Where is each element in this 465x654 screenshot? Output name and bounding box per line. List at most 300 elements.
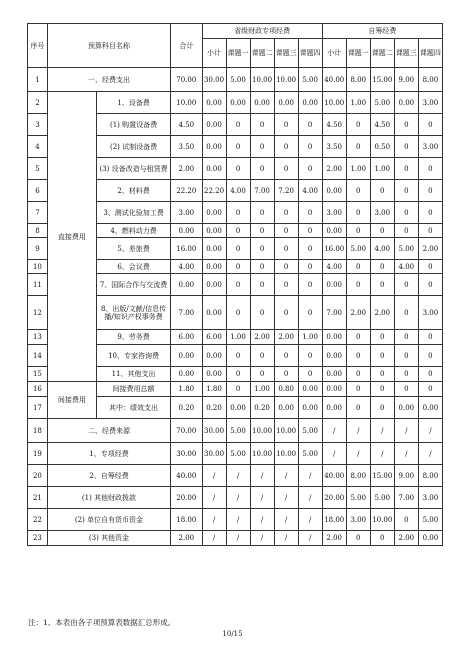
provincial-cell: 0.00 <box>202 260 226 274</box>
selffund-cell: 15.00 <box>370 68 394 92</box>
header-sub: 课题一 <box>226 39 250 68</box>
provincial-cell: 0 <box>226 260 250 274</box>
row-number: 16 <box>28 382 48 397</box>
selffund-cell: 0 <box>418 274 442 296</box>
selffund-cell: 0 <box>370 274 394 296</box>
selffund-cell: 0 <box>394 345 418 367</box>
selffund-cell: 0 <box>394 296 418 330</box>
header-sub: 课题三 <box>274 39 298 68</box>
selffund-cell: 0.00 <box>322 345 346 367</box>
provincial-cell: 0 <box>250 136 274 158</box>
selffund-cell: 3.00 <box>322 202 346 224</box>
provincial-cell: 10.00 <box>274 443 298 465</box>
group-label-direct: 直接费用 <box>47 92 96 382</box>
subject-name: (3) 其他资金 <box>47 531 170 546</box>
header-selffund: 自筹经费 <box>322 24 442 39</box>
row-number: 6 <box>28 180 48 202</box>
table-row <box>28 531 443 546</box>
provincial-cell: 0 <box>274 136 298 158</box>
table-row <box>28 419 443 443</box>
provincial-cell: / <box>226 509 250 531</box>
selffund-cell: 0 <box>394 382 418 397</box>
selffund-cell: 10.00 <box>370 509 394 531</box>
provincial-cell: 0 <box>250 296 274 330</box>
selffund-cell: 0 <box>346 345 370 367</box>
selffund-cell: / <box>346 419 370 443</box>
provincial-cell: 0 <box>250 202 274 224</box>
header-sub: 课题三 <box>394 39 418 68</box>
selffund-cell: / <box>418 443 442 465</box>
selffund-cell: 0 <box>394 509 418 531</box>
provincial-cell: 5.00 <box>298 68 322 92</box>
provincial-cell: 2.00 <box>250 330 274 345</box>
provincial-cell: 5.00 <box>298 419 322 443</box>
row-number: 7 <box>28 202 48 224</box>
selffund-cell: 1.00 <box>346 92 370 114</box>
provincial-cell: 0 <box>226 367 250 382</box>
selffund-cell: 0 <box>394 158 418 180</box>
provincial-cell: 0 <box>226 345 250 367</box>
provincial-cell: 0 <box>298 202 322 224</box>
selffund-cell: 1.00 <box>346 158 370 180</box>
total-cell: 3.00 <box>171 202 202 224</box>
provincial-cell: / <box>298 509 322 531</box>
provincial-cell: 0 <box>250 274 274 296</box>
selffund-cell: 2.00 <box>418 238 442 260</box>
selffund-cell: 40.00 <box>322 465 346 487</box>
provincial-cell: 0.80 <box>274 382 298 397</box>
header-provincial: 省级财政专项经费 <box>202 24 322 39</box>
provincial-cell: 10.00 <box>250 419 274 443</box>
provincial-cell: / <box>250 465 274 487</box>
selffund-cell: 0 <box>370 367 394 382</box>
selffund-cell: 0 <box>346 260 370 274</box>
subject-name: 6、会议费 <box>96 260 170 274</box>
provincial-cell: / <box>226 465 250 487</box>
header-sub: 课题二 <box>370 39 394 68</box>
selffund-cell: 0 <box>370 180 394 202</box>
selffund-cell: 8.00 <box>418 465 442 487</box>
provincial-cell: 0 <box>250 260 274 274</box>
header-sub: 课题一 <box>346 39 370 68</box>
selffund-cell: 10.00 <box>322 92 346 114</box>
selffund-cell: 8.00 <box>346 465 370 487</box>
provincial-cell: 5.00 <box>226 443 250 465</box>
subject-name: (2) 单位自有货币资金 <box>47 509 170 531</box>
selffund-cell: / <box>370 419 394 443</box>
selffund-cell: 5.00 <box>394 238 418 260</box>
selffund-cell: 7.00 <box>394 487 418 509</box>
provincial-cell: 0.00 <box>298 382 322 397</box>
selffund-cell: 5.00 <box>418 509 442 531</box>
selffund-cell: 3.00 <box>418 296 442 330</box>
selffund-cell: 3.00 <box>370 202 394 224</box>
provincial-cell: / <box>274 531 298 546</box>
selffund-cell: 0 <box>370 224 394 238</box>
selffund-cell: 0 <box>346 136 370 158</box>
selffund-cell: 0 <box>394 330 418 345</box>
provincial-cell: 2.00 <box>274 330 298 345</box>
selffund-cell: / <box>418 419 442 443</box>
subject-name: 2、自筹经费 <box>47 465 170 487</box>
selffund-cell: 0 <box>394 114 418 136</box>
header-sub: 小计 <box>322 39 346 68</box>
total-cell: 0.00 <box>171 274 202 296</box>
provincial-cell: / <box>250 487 274 509</box>
provincial-cell: / <box>298 465 322 487</box>
provincial-cell: / <box>202 509 226 531</box>
provincial-cell: 0 <box>274 224 298 238</box>
provincial-cell: / <box>274 509 298 531</box>
provincial-cell: / <box>298 531 322 546</box>
selffund-cell: 1.00 <box>370 158 394 180</box>
row-number: 18 <box>28 419 48 443</box>
row-number: 15 <box>28 367 48 382</box>
total-cell: 4.00 <box>171 260 202 274</box>
provincial-cell: 0.00 <box>250 92 274 114</box>
provincial-cell: 0.00 <box>226 397 250 419</box>
selffund-cell: 0 <box>418 382 442 397</box>
provincial-cell: 0 <box>226 114 250 136</box>
provincial-cell: 0.00 <box>274 92 298 114</box>
header-sub: 课题四 <box>298 39 322 68</box>
selffund-cell: 0.50 <box>370 136 394 158</box>
header-sub: 课题二 <box>250 39 274 68</box>
provincial-cell: 4.00 <box>298 180 322 202</box>
selffund-cell: 8.00 <box>418 68 442 92</box>
selffund-cell: 0.00 <box>394 92 418 114</box>
header-sub: 小计 <box>202 39 226 68</box>
provincial-cell: / <box>202 487 226 509</box>
table-row <box>28 465 443 487</box>
provincial-cell: 0 <box>274 367 298 382</box>
row-number: 13 <box>28 330 48 345</box>
total-cell: 0.00 <box>171 345 202 367</box>
selffund-cell: / <box>346 443 370 465</box>
selffund-cell: 0 <box>418 367 442 382</box>
selffund-cell: 0.00 <box>322 382 346 397</box>
selffund-cell: 2.00 <box>370 296 394 330</box>
table-row <box>28 443 443 465</box>
total-cell: 6.00 <box>171 330 202 345</box>
total-cell: 1.80 <box>171 382 202 397</box>
selffund-cell: 0 <box>418 202 442 224</box>
selffund-cell: 0.00 <box>418 531 442 546</box>
subject-name: 一、经费支出 <box>47 68 170 92</box>
provincial-cell: 5.00 <box>298 443 322 465</box>
selffund-cell: 0 <box>346 224 370 238</box>
selffund-cell: 2.00 <box>346 296 370 330</box>
selffund-cell: 0 <box>370 382 394 397</box>
provincial-cell: 30.00 <box>202 419 226 443</box>
selffund-cell: 0 <box>346 397 370 419</box>
total-cell: 0.20 <box>171 397 202 419</box>
selffund-cell: 0 <box>418 330 442 345</box>
total-cell: 70.00 <box>171 419 202 443</box>
subject-name: 10、专家咨询费 <box>96 345 170 367</box>
provincial-cell: 0 <box>226 296 250 330</box>
selffund-cell: / <box>394 419 418 443</box>
provincial-cell: 0 <box>226 382 250 397</box>
selffund-cell: 4.50 <box>370 114 394 136</box>
total-cell: 22.20 <box>171 180 202 202</box>
row-number: 22 <box>28 509 48 531</box>
provincial-cell: 0 <box>298 367 322 382</box>
provincial-cell: 0 <box>226 274 250 296</box>
selffund-cell: 3.00 <box>418 92 442 114</box>
total-cell: 3.50 <box>171 136 202 158</box>
provincial-cell: 0 <box>250 158 274 180</box>
provincial-cell: 0 <box>226 238 250 260</box>
subject-name: 11、其他支出 <box>96 367 170 382</box>
subject-name: 其中：绩效支出 <box>96 397 170 419</box>
subject-name: 5、差旅费 <box>96 238 170 260</box>
selffund-cell: 5.00 <box>370 487 394 509</box>
provincial-cell: 0 <box>250 224 274 238</box>
subject-name: 3、测试化验加工费 <box>96 202 170 224</box>
provincial-cell: 0 <box>226 158 250 180</box>
provincial-cell: 0 <box>298 296 322 330</box>
selffund-cell: 0 <box>418 345 442 367</box>
selffund-cell: 0 <box>418 158 442 180</box>
selffund-cell: 9.00 <box>394 68 418 92</box>
total-cell: 30.00 <box>171 443 202 465</box>
row-number: 11 <box>28 274 48 296</box>
selffund-cell: 5.00 <box>346 238 370 260</box>
provincial-cell: 22.20 <box>202 180 226 202</box>
total-cell: 0.00 <box>171 367 202 382</box>
selffund-cell: 15.00 <box>370 465 394 487</box>
provincial-cell: / <box>226 487 250 509</box>
selffund-cell: 0.00 <box>322 274 346 296</box>
selffund-cell: 0 <box>370 397 394 419</box>
provincial-cell: 7.00 <box>250 180 274 202</box>
selffund-cell: 40.00 <box>322 68 346 92</box>
provincial-cell: 6.00 <box>202 330 226 345</box>
provincial-cell: / <box>298 487 322 509</box>
selffund-cell: / <box>394 443 418 465</box>
header-total: 合计 <box>171 24 202 68</box>
selffund-cell: 0 <box>418 180 442 202</box>
selffund-cell: 0 <box>394 202 418 224</box>
table-row <box>28 487 443 509</box>
provincial-cell: 0 <box>274 274 298 296</box>
provincial-cell: 0.00 <box>202 202 226 224</box>
subject-name: 9、劳务费 <box>96 330 170 345</box>
provincial-cell: 0 <box>250 114 274 136</box>
row-number: 5 <box>28 158 48 180</box>
selffund-cell: 3.50 <box>322 136 346 158</box>
selffund-cell: / <box>322 443 346 465</box>
table-row <box>28 382 443 397</box>
provincial-cell: 30.00 <box>202 443 226 465</box>
provincial-cell: 0 <box>274 238 298 260</box>
selffund-cell: 0 <box>346 274 370 296</box>
provincial-cell: 5.00 <box>226 68 250 92</box>
selffund-cell: 0 <box>394 224 418 238</box>
provincial-cell: 0.00 <box>202 274 226 296</box>
selffund-cell: 0 <box>418 260 442 274</box>
row-number: 14 <box>28 345 48 367</box>
provincial-cell: 10.00 <box>250 68 274 92</box>
selffund-cell: 0 <box>394 180 418 202</box>
selffund-cell: 0 <box>370 345 394 367</box>
provincial-cell: 0 <box>250 345 274 367</box>
selffund-cell: 4.00 <box>394 260 418 274</box>
provincial-cell: 0.00 <box>226 92 250 114</box>
selffund-cell: 0 <box>346 330 370 345</box>
selffund-cell: 0 <box>394 274 418 296</box>
provincial-cell: 0 <box>298 274 322 296</box>
row-number: 1 <box>28 68 48 92</box>
row-number: 10 <box>28 260 48 274</box>
selffund-cell: 3.00 <box>418 136 442 158</box>
selffund-cell: 9.00 <box>394 465 418 487</box>
total-cell: 10.00 <box>171 92 202 114</box>
provincial-cell: 0.00 <box>202 158 226 180</box>
provincial-cell: 0 <box>226 224 250 238</box>
group-label-indirect: 间接费用 <box>47 382 96 419</box>
selffund-cell: 0.00 <box>322 330 346 345</box>
provincial-cell: 30.00 <box>202 68 226 92</box>
provincial-cell: / <box>250 531 274 546</box>
total-cell: 2.00 <box>171 158 202 180</box>
row-number: 21 <box>28 487 48 509</box>
subject-name: (1) 购置设备费 <box>96 114 170 136</box>
subject-name: 7、国际合作与交流费 <box>96 274 170 296</box>
selffund-cell: 8.00 <box>346 68 370 92</box>
selffund-cell: 2.00 <box>322 531 346 546</box>
row-number: 12 <box>28 296 48 330</box>
total-cell: 70.00 <box>171 68 202 92</box>
provincial-cell: 5.00 <box>226 419 250 443</box>
subject-name: 间接费用总额 <box>96 382 170 397</box>
provincial-cell: 0 <box>298 136 322 158</box>
provincial-cell: 0.00 <box>298 397 322 419</box>
header-sub: 课题四 <box>418 39 442 68</box>
provincial-cell: 1.00 <box>226 330 250 345</box>
header-seq: 序号 <box>28 24 48 68</box>
page-number: 10/15 <box>222 630 243 638</box>
total-cell: 18.00 <box>171 509 202 531</box>
selffund-cell: 16.00 <box>322 238 346 260</box>
total-cell: 40.00 <box>171 465 202 487</box>
provincial-cell: / <box>202 465 226 487</box>
row-number: 20 <box>28 465 48 487</box>
provincial-cell: 10.00 <box>274 68 298 92</box>
subject-name: 二、经费来源 <box>47 419 170 443</box>
selffund-cell: 0.00 <box>322 397 346 419</box>
selffund-cell: 4.50 <box>322 114 346 136</box>
provincial-cell: 0.00 <box>274 397 298 419</box>
selffund-cell: 0.00 <box>322 180 346 202</box>
subject-name: (2) 试制设备费 <box>96 136 170 158</box>
provincial-cell: 0 <box>298 238 322 260</box>
table-row <box>28 92 443 114</box>
provincial-cell: 0.00 <box>202 136 226 158</box>
provincial-cell: 0 <box>298 345 322 367</box>
selffund-cell: 0 <box>418 114 442 136</box>
selffund-cell: 0.00 <box>322 367 346 382</box>
provincial-cell: / <box>274 465 298 487</box>
selffund-cell: 2.00 <box>394 531 418 546</box>
header-subject: 预算科目名称 <box>47 24 170 68</box>
provincial-cell: 10.00 <box>274 419 298 443</box>
subject-name: 1、专项经费 <box>47 443 170 465</box>
selffund-cell: 0 <box>370 260 394 274</box>
row-number: 23 <box>28 531 48 546</box>
provincial-cell: 1.00 <box>250 382 274 397</box>
provincial-cell: 0.00 <box>202 224 226 238</box>
provincial-cell: 4.00 <box>226 180 250 202</box>
selffund-cell: 0 <box>346 382 370 397</box>
selffund-cell: 4.00 <box>370 238 394 260</box>
selffund-cell: 7.00 <box>322 296 346 330</box>
selffund-cell: 0 <box>346 367 370 382</box>
provincial-cell: 0.00 <box>202 367 226 382</box>
provincial-cell: 0 <box>274 345 298 367</box>
provincial-cell: 0 <box>274 202 298 224</box>
provincial-cell: 0 <box>250 367 274 382</box>
provincial-cell: / <box>274 487 298 509</box>
provincial-cell: 1.80 <box>202 382 226 397</box>
table-row <box>28 509 443 531</box>
row-number: 8 <box>28 224 48 238</box>
provincial-cell: 7.20 <box>274 180 298 202</box>
selffund-cell: 0 <box>394 367 418 382</box>
row-number: 17 <box>28 397 48 419</box>
subject-name: 8、出版/文献/信息传播/知识产权事务费 <box>96 296 170 330</box>
provincial-cell: 0.00 <box>202 114 226 136</box>
provincial-cell: 0 <box>226 202 250 224</box>
provincial-cell: 0 <box>298 260 322 274</box>
total-cell: 7.00 <box>171 296 202 330</box>
provincial-cell: 0 <box>274 296 298 330</box>
provincial-cell: 0.00 <box>202 296 226 330</box>
provincial-cell: 10.00 <box>250 443 274 465</box>
provincial-cell: 0 <box>250 238 274 260</box>
provincial-cell: / <box>226 531 250 546</box>
total-cell: 2.00 <box>171 531 202 546</box>
provincial-cell: 0 <box>226 136 250 158</box>
selffund-cell: 0 <box>418 224 442 238</box>
footnote: 注：1、本表由各子项预算表数据汇总形成。 <box>28 618 176 627</box>
provincial-cell: 0.20 <box>250 397 274 419</box>
selffund-cell: 5.00 <box>370 92 394 114</box>
provincial-cell: 0 <box>274 114 298 136</box>
selffund-cell: / <box>322 419 346 443</box>
row-number: 2 <box>28 92 48 114</box>
provincial-cell: 0.00 <box>298 92 322 114</box>
total-cell: 20.00 <box>171 487 202 509</box>
total-cell: 0.00 <box>171 224 202 238</box>
selffund-cell: 0 <box>346 180 370 202</box>
provincial-cell: 0.00 <box>202 238 226 260</box>
selffund-cell: 0 <box>346 114 370 136</box>
provincial-cell: 0 <box>298 224 322 238</box>
selffund-cell: 0 <box>394 136 418 158</box>
provincial-cell: 0 <box>274 260 298 274</box>
selffund-cell: 3.00 <box>346 509 370 531</box>
selffund-cell: 20.00 <box>322 487 346 509</box>
selffund-cell: 0 <box>346 531 370 546</box>
selffund-cell: 0 <box>346 202 370 224</box>
row-number: 19 <box>28 443 48 465</box>
provincial-cell: 1.00 <box>298 330 322 345</box>
total-cell: 16.00 <box>171 238 202 260</box>
row-number: 4 <box>28 136 48 158</box>
selffund-cell: 2.00 <box>322 158 346 180</box>
